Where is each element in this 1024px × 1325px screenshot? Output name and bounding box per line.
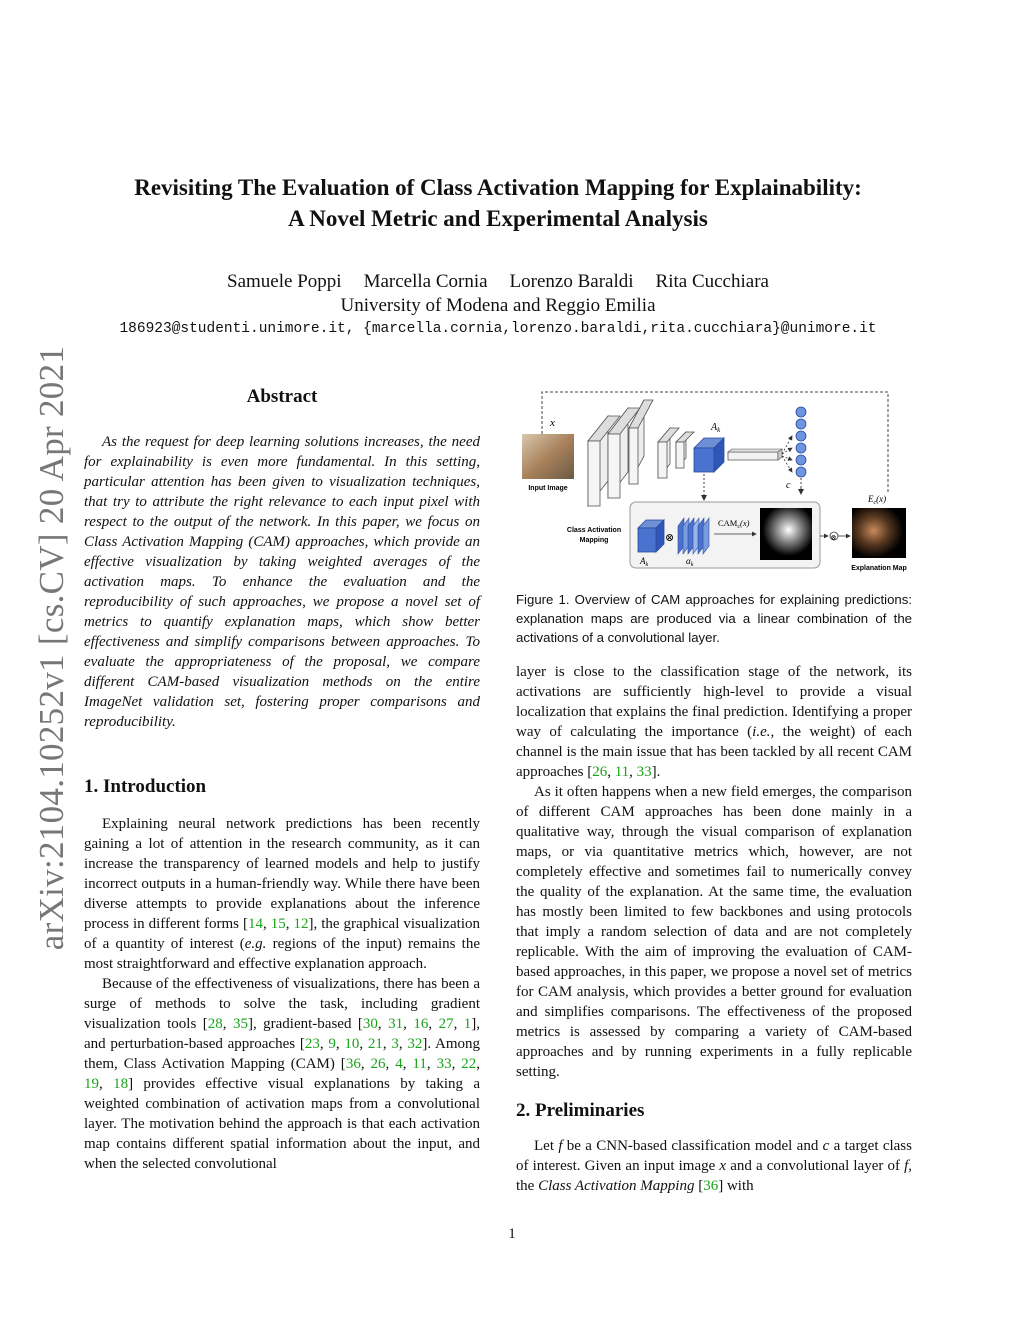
math-f: f — [904, 1158, 909, 1174]
author-2: Marcella Cornia — [363, 271, 488, 292]
math-c: c — [822, 1138, 830, 1154]
prelim-paragraph — [516, 1136, 912, 1196]
prelim-heading: 2. Preliminaries — [516, 1100, 645, 1121]
right-p1-text-b: , the weight) of each channel is the main issue that has been tackled by all recent CAM approaches [ — [516, 724, 913, 780]
abstract-body — [84, 432, 480, 732]
arxiv-identifier: arXiv:2104.10252v1 [cs.CV] 20 Apr 2021 — [32, 345, 71, 951]
citation-link[interactable]: 26 — [592, 764, 608, 780]
citation-link[interactable]: 10 — [344, 1036, 360, 1052]
citation-link[interactable]: 32 — [407, 1036, 423, 1052]
feature-vector — [728, 452, 778, 460]
intro-paragraph-2: Because of the effectiveness of visualizations, there has been a surge of methods to solve the task, including gradient visualization tools [28, 35], gradient-based [30, 31, 16, 27, 1], and perturbation-based approaches [23, 9, 10, 21, 3, 32]. Among them, Class Activation Mapping (CAM) [36, 26, 4, 11, 33, 22, 19, 18] provides effective visual explanations by taking a weighted combination of activation maps from a convolutional layer. The motivation behind the approach is that each activation map contains different spatial information about the input, and when the selected convolutional — [84, 976, 481, 1172]
citation-link[interactable]: 28 — [207, 1016, 223, 1032]
prelim-text: [ — [694, 1178, 704, 1194]
prelim-text: Let — [534, 1138, 559, 1154]
right-p1-text-c: ]. — [651, 764, 661, 780]
citation-link[interactable]: 15 — [270, 916, 286, 932]
author-list — [90, 270, 906, 294]
citation-link[interactable]: 30 — [362, 1016, 378, 1032]
author-1: Samuele Poppi — [227, 271, 342, 292]
abstract-heading: Abstract — [246, 386, 318, 407]
prelim-text: ] with — [718, 1178, 754, 1194]
citation-link[interactable]: 1 — [463, 1016, 472, 1032]
math-f: f — [558, 1138, 563, 1154]
figure-1 — [516, 386, 916, 576]
right-p1-text-a: layer is close to the classification stage of the network, its activations are sufficiently high-level to provide a visual localization that explains the final prediction. Identifying a proper way of calculating the importance ( — [516, 664, 912, 740]
figure-1-caption: Figure 1. Overview of CAM approaches for explaining predictions: explanation maps are produced via a linear combination of the activations of a convolutional layer. — [516, 592, 912, 645]
prelim-text: and a convolutional layer of — [726, 1158, 905, 1174]
citation-link[interactable]: 33 — [436, 1056, 452, 1072]
abstract-text: As the request for deep learning solutions increases, the need for explainability is even more fundamental. In this setting, particular attention has been given to visualization techniques, that try to attribute the right relevance to each input pixel with respect to the output of the network. In this paper, we focus on Class Activation Mapping (CAM) approaches, which provide an effective visualization by taking weighted averages of the activation maps. To enhance the evaluation and the reproducibility of such approaches, we propose a novel set of metrics to quantify explanation maps, which show better effectiveness and simplify comparisons between approaches. To evaluate the appropriateness of the proposal, we compare different CAM-based visualization methods on the entire ImageNet validation set, fostering proper comparisons and reproducibility. — [84, 434, 480, 730]
citation-link[interactable]: 23 — [304, 1036, 320, 1052]
prelim-text: , the — [516, 1158, 913, 1194]
intro-paragraph-1: Explaining neural network predictions has been recently gaining a lot of attention in the research community, as it can increase the transparency of learned models and help to justify incorrect outputs in a human-friendly way. While there have been diverse attempts to provide explanations about the inference process in different forms [14, 15, 12], the graphical visualization of a quantity of interest (e.g. regions of the input) remains the most straightforward and effective explanation approach. — [84, 816, 481, 972]
intro-p2-text-a: Because of the effectiveness of visualizations, there has been a surge of methods to solve the task, including gradient visualization tools [ — [84, 976, 480, 1032]
citation-link[interactable]: 11 — [412, 1056, 427, 1072]
citation-link[interactable]: 12 — [293, 916, 309, 932]
module-activation-cube — [638, 520, 664, 552]
citation-link[interactable]: 36 — [703, 1178, 719, 1194]
intro-p1-eg: e.g. — [244, 936, 267, 952]
class-c-label: c — [786, 480, 791, 491]
citation-link[interactable]: 33 — [636, 764, 652, 780]
prelim-text: be a CNN-based classification model and — [562, 1138, 823, 1154]
citation-link[interactable]: 14 — [248, 916, 263, 932]
paper-title — [90, 172, 906, 234]
right-column-body — [516, 662, 912, 1082]
activation-maps-cube — [694, 438, 724, 472]
cam-module-label-1: Class Activation — [566, 527, 622, 534]
math-x: x — [719, 1158, 727, 1174]
citation-link[interactable]: 3 — [391, 1036, 399, 1052]
multiply-icon: ⊗ — [665, 532, 675, 544]
ec-label: $E_c(x)$ — [868, 494, 887, 506]
title-line-1: Revisiting The Evaluation of Class Activation Mapping for Explainability: — [134, 175, 862, 200]
right-p1-ie: i.e. — [752, 724, 771, 740]
prelim-body — [516, 1136, 912, 1196]
combine-icon: ⊗ — [830, 533, 837, 542]
prelim-text: a target class of interest. Given an input image — [516, 1138, 912, 1174]
right-paragraph-2: As it often happens when a new field emerges, the comparison of different CAM approaches has been done mainly in a qualitative way, through the visual comparison of explanation maps, or via quantitative metrics which, however, are not completely effective and sometimes fail to numerically convey the quality of the explanation. At the same time, the evaluation has mostly been limited to few backbones and using protocols that imply a random selection of data and are not completely replicable. With the aim of improving the evaluation of CAM-based approaches, in this paper, we propose a novel set of metrics for CAM analysis, which provides a better ground for evaluation and simplifies comparisons. The effectiveness of the proposed metrics is assessed by comparing a variety of CAM-based approaches and by running experiments in a fully replicable setting. — [516, 784, 912, 1080]
affiliation: University of Modena and Reggio Emilia — [340, 295, 656, 316]
x-label: x — [550, 417, 555, 429]
intro-p2-text-b: ], gradient-based [ — [247, 1016, 363, 1032]
author-3: Lorenzo Baraldi — [509, 271, 634, 292]
citation-link[interactable]: 31 — [388, 1016, 404, 1032]
citation-link[interactable]: 21 — [367, 1036, 383, 1052]
camc-label: $CAM_c(x)$ — [718, 518, 750, 530]
author-4: Rita Cucchiara — [655, 271, 769, 292]
title-line-2: A Novel Metric and Experimental Analysis — [288, 206, 708, 231]
input-image-label: Input Image — [528, 485, 568, 492]
citation-link[interactable]: 16 — [413, 1016, 429, 1032]
input-image-thumbnail — [522, 434, 574, 479]
intro-p2-text-e: ] provides effective visual explanations by taking a weighted combination of activation maps from a convolutional layer. The motivation behind the approach is that each activation map contains different spatial information about the input, and when the selected convolutional — [84, 1076, 480, 1172]
citation-link[interactable]: 35 — [232, 1016, 248, 1032]
citation-link[interactable]: 26 — [370, 1056, 386, 1072]
citation-link[interactable]: 22 — [461, 1056, 477, 1072]
output-neurons — [796, 407, 806, 477]
citation-link[interactable]: 27 — [438, 1016, 454, 1032]
citation-link[interactable]: 9 — [328, 1036, 336, 1052]
author-emails: 186923@studenti.unimore.it, {marcella.cornia,lorenzo.baraldi,rita.cucchiara}@unimore.it — [119, 321, 877, 337]
intro-heading: 1. Introduction — [84, 776, 207, 797]
module-ak-label: $A_k$ — [640, 556, 649, 568]
citation-link[interactable]: 36 — [345, 1056, 361, 1072]
cnn-layers — [588, 400, 694, 506]
right-paragraph-1: layer is close to the classification stage of the network, its activations are sufficiently high-level to provide a visual localization that explains the final prediction. Identifying a proper way of calculating the importance (i.e., the weight) of each channel is the main issue that has been tackled by all recent CAM approaches [26, 11, 33]. — [516, 664, 913, 780]
intro-p2-text-c: ], and perturbation-based approaches [ — [84, 1016, 481, 1052]
cam-overview-diagram — [516, 386, 916, 576]
cam-heatmap — [760, 508, 812, 560]
explanation-map-label: Explanation Map — [851, 565, 907, 572]
cam-term: Class Activation Mapping — [538, 1178, 695, 1194]
citation-link[interactable]: 18 — [113, 1076, 129, 1092]
citation-link[interactable]: 19 — [84, 1076, 99, 1092]
explanation-map-image — [852, 508, 906, 558]
intro-body — [84, 814, 480, 1174]
alpha-label: $\alpha_k$ — [686, 556, 694, 568]
ak-label-top: $A_k$ — [711, 422, 721, 434]
intro-p1-text-a: Explaining neural network predictions has been recently gaining a lot of attention in the research community, as it can increase the transparency of learned models and help to justify incorrect outputs in a human-friendly way. While there have been diverse attempts to provide explanations about the inference process in different forms [ — [84, 816, 480, 932]
citation-link[interactable]: 4 — [395, 1056, 403, 1072]
intro-p1-text-c: regions of the input) remains the most straightforward and effective explanation approach. — [84, 936, 480, 972]
intro-p2-text-d: ]. Among them, Class Activation Mapping (CAM) [ — [84, 1036, 480, 1072]
cam-module-label-2: Mapping — [579, 537, 609, 544]
intro-p1-text-b: ], the graphical visualization of a quantity of interest ( — [84, 916, 481, 952]
citation-link[interactable]: 11 — [614, 764, 630, 780]
page-number: 1 — [508, 1226, 516, 1242]
